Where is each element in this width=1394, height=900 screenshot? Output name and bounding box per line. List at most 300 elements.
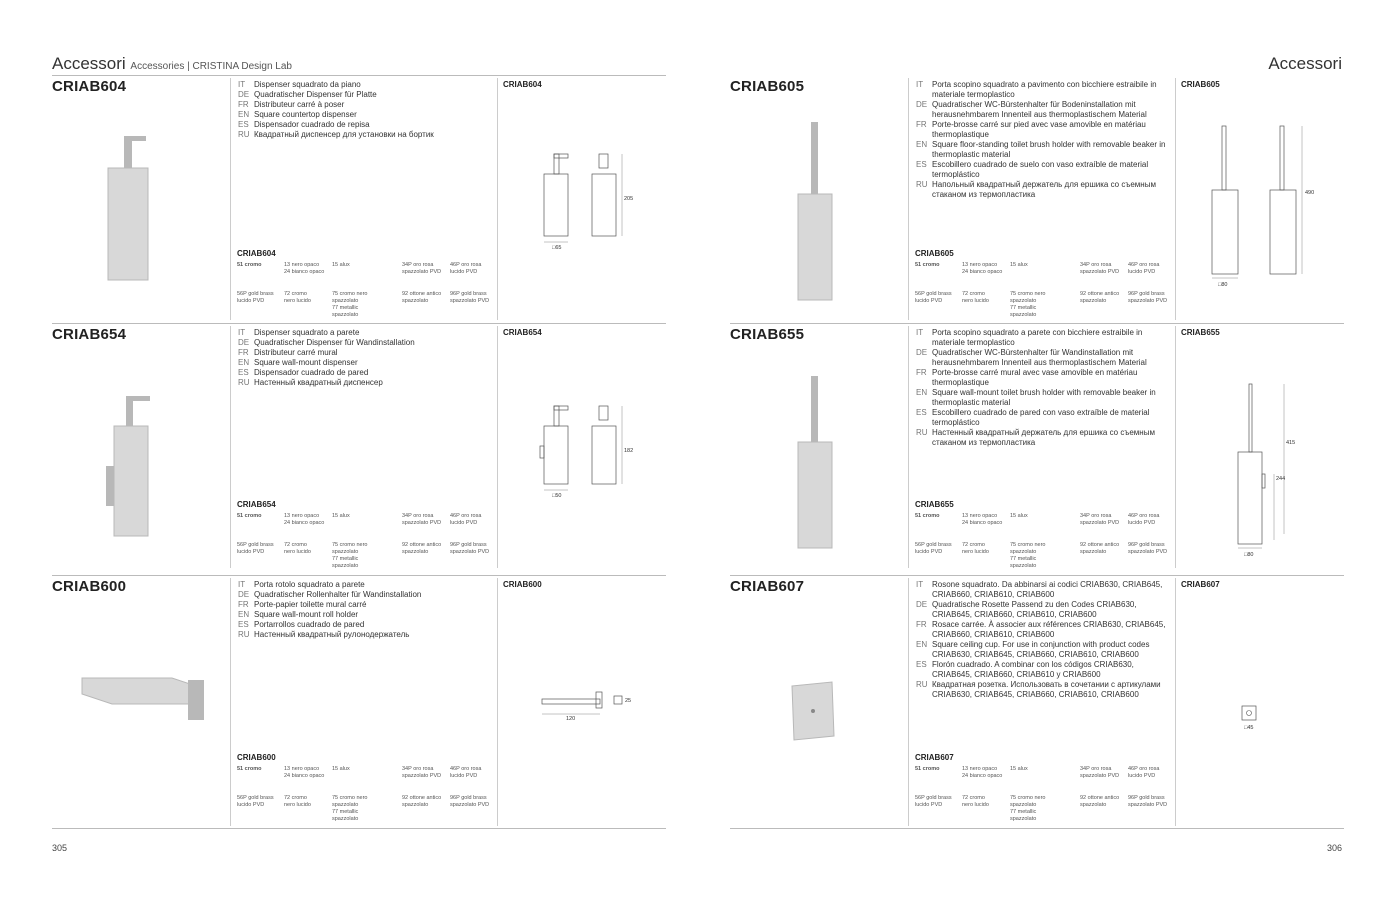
language-code: EN bbox=[916, 388, 928, 397]
header-divider-left bbox=[52, 75, 666, 76]
description-row bbox=[916, 328, 1166, 348]
finish-option bbox=[1080, 542, 1128, 556]
language-code: IT bbox=[916, 80, 924, 89]
finish-option bbox=[450, 795, 498, 809]
finish-name: spazzolato PVD bbox=[1080, 520, 1120, 526]
finish-option bbox=[402, 542, 450, 556]
drawing-code-label: CRIAB655 bbox=[1181, 328, 1220, 337]
page-subtitle-left: Accessories | CRISTINA Design Lab bbox=[130, 61, 292, 72]
language-code: RU bbox=[916, 180, 928, 189]
technical-drawing bbox=[1182, 596, 1342, 816]
language-code: DE bbox=[238, 590, 250, 599]
brush-handle bbox=[811, 376, 818, 442]
dimension-label: □45 bbox=[1244, 725, 1254, 731]
description-text: Настенный квадратный рулонодержатель bbox=[254, 630, 410, 639]
dimension-label: □80 bbox=[1244, 552, 1254, 558]
finish-name: 24 bianco opaco bbox=[962, 520, 1003, 526]
finish-option bbox=[962, 291, 1010, 305]
finish-name: lucido PVD bbox=[915, 802, 943, 808]
description-text: Square floor-standing toilet brush holder with removable beaker in thermoplastic material bbox=[932, 140, 1166, 159]
divider-left-1 bbox=[52, 323, 666, 324]
language-code: IT bbox=[238, 328, 246, 337]
description-text: Porta rotolo squadrato a parete bbox=[254, 580, 365, 589]
technical-drawing bbox=[504, 596, 664, 816]
language-code: ES bbox=[238, 368, 249, 377]
language-code: DE bbox=[916, 600, 928, 609]
language-code: DE bbox=[916, 348, 928, 357]
side-view-body bbox=[544, 174, 568, 236]
finish-code: 96P gold brass bbox=[1128, 291, 1165, 297]
finish-option bbox=[237, 542, 285, 556]
finish-option bbox=[962, 795, 1010, 809]
language-code: ES bbox=[916, 408, 927, 417]
finish-name: 77 metallic spazzolato bbox=[1010, 305, 1037, 318]
finish-code: 96P gold brass bbox=[1128, 542, 1165, 548]
plate-front bbox=[614, 696, 622, 704]
finish-name: lucido PVD bbox=[1128, 773, 1156, 779]
language-code: ES bbox=[916, 160, 927, 169]
language-code: RU bbox=[238, 630, 250, 639]
finish-option bbox=[450, 262, 498, 276]
description-text: Rosone squadrato. Da abbinarsi ai codici CRIAB630, CRIAB645, CRIAB660, CRIAB610, CRIAB600 bbox=[932, 580, 1163, 599]
description-row bbox=[238, 110, 488, 120]
finish-name: 24 bianco opaco bbox=[284, 520, 325, 526]
dimension-label: 415 bbox=[1286, 440, 1296, 446]
finish-name: 77 metallic spazzolato bbox=[1010, 556, 1037, 569]
description-text: Porta scopino squadrato a pavimento con bicchiere estraibile in materiale termoplastico bbox=[932, 80, 1157, 99]
column-separator bbox=[230, 326, 231, 568]
finish-code: 34P oro rosa bbox=[1080, 513, 1112, 519]
description-text: Square wall-mount dispenser bbox=[254, 358, 358, 367]
brush-holder-body bbox=[798, 442, 832, 548]
description-row bbox=[916, 140, 1166, 160]
description-row bbox=[916, 640, 1166, 660]
dimension-label: 25 bbox=[625, 698, 632, 704]
finish-code: 15 alux bbox=[332, 262, 350, 268]
description-row bbox=[238, 338, 488, 348]
description-text: Porta scopino squadrato a parete con bicchiere estraibile in materiale termoplastico bbox=[932, 328, 1143, 347]
language-code: IT bbox=[238, 80, 246, 89]
finish-code: 96P gold brass bbox=[450, 291, 487, 297]
finish-option bbox=[402, 262, 450, 276]
pump-stem bbox=[554, 406, 559, 426]
finish-option bbox=[237, 513, 285, 520]
language-code: RU bbox=[238, 378, 250, 387]
language-code: IT bbox=[238, 580, 246, 589]
description-text: Quadratischer Dispenser für Wandinstallation bbox=[254, 338, 415, 347]
language-code: FR bbox=[916, 620, 927, 629]
column-separator bbox=[1175, 78, 1176, 320]
finish-code: 75 cromo nero spazzolato bbox=[1010, 795, 1046, 808]
finish-name: spazzolato PVD bbox=[450, 549, 490, 555]
finish-code-label: CRIAB607 bbox=[915, 753, 954, 762]
finish-code: 34P oro rosa bbox=[402, 513, 434, 519]
finish-option bbox=[1128, 542, 1176, 556]
column-separator bbox=[497, 326, 498, 568]
finish-name: spazzolato PVD bbox=[1128, 549, 1168, 555]
brush-holder-body bbox=[798, 194, 832, 300]
finish-name: spazzolato PVD bbox=[402, 520, 442, 526]
finish-option bbox=[1128, 795, 1176, 809]
description-row bbox=[238, 328, 488, 338]
side-view-body bbox=[1212, 190, 1238, 274]
finish-code: 56P gold brass bbox=[915, 795, 952, 801]
finish-code: 75 cromo nero spazzolato bbox=[1010, 291, 1046, 304]
drawing-code-label: CRIAB605 bbox=[1181, 80, 1220, 89]
finish-option bbox=[332, 513, 380, 520]
description-text: Porte-brosse carré sur pied avec vase amovible en matériau thermoplastique bbox=[932, 120, 1146, 139]
dimension-label: 120 bbox=[566, 716, 576, 722]
description-text: Quadratischer WC-Bürstenhalter für Bodeninstallation mit herausnehmbarem Innenteil aus thermoplastischem Material bbox=[932, 100, 1147, 119]
technical-drawing bbox=[504, 96, 664, 316]
finish-name: spazzolato PVD bbox=[1128, 298, 1168, 304]
ceiling-cup-screw bbox=[811, 709, 815, 713]
description-row bbox=[238, 590, 488, 600]
finish-code: 51 cromo bbox=[237, 513, 262, 519]
finish-name: nero lucido bbox=[284, 802, 311, 808]
side-view-body bbox=[544, 426, 568, 484]
description-text: Напольный квадратный держатель для ершика со съемным стаканом из термопластика bbox=[932, 180, 1156, 199]
finish-code: 72 cromo bbox=[284, 795, 307, 801]
description-row bbox=[916, 428, 1166, 448]
finish-name: spazzolato PVD bbox=[450, 802, 490, 808]
finish-code: 34P oro rosa bbox=[1080, 262, 1112, 268]
front-view-body bbox=[592, 426, 616, 484]
roll-holder-plate bbox=[188, 680, 204, 720]
finish-code-label: CRIAB600 bbox=[237, 753, 276, 762]
finish-option bbox=[915, 542, 963, 556]
page-number-left: 305 bbox=[52, 843, 68, 853]
finish-option bbox=[284, 513, 332, 527]
dimension-label: □80 bbox=[1218, 282, 1228, 288]
front-view-handle bbox=[1280, 126, 1284, 190]
description-text: Dispenser squadrato da piano bbox=[254, 80, 361, 89]
finish-option bbox=[962, 513, 1010, 527]
finish-option bbox=[915, 766, 963, 773]
finish-name: 24 bianco opaco bbox=[962, 269, 1003, 275]
drawing-code-label: CRIAB604 bbox=[503, 80, 542, 89]
front-view-body bbox=[592, 174, 616, 236]
product-code: CRIAB607 bbox=[730, 578, 805, 595]
description-text: Quadratische Rosette Passend zu den Codes CRIAB630, CRIAB645, CRIAB660, CRIAB610, CRIAB600 bbox=[932, 600, 1137, 619]
finish-name: lucido PVD bbox=[237, 802, 265, 808]
finish-option bbox=[402, 766, 450, 780]
description-text: Porte-papier toilette mural carré bbox=[254, 600, 367, 609]
finish-option bbox=[915, 795, 963, 809]
roll-holder-plate bbox=[596, 692, 602, 708]
finish-name: lucido PVD bbox=[237, 549, 265, 555]
finish-option bbox=[1010, 795, 1058, 823]
page-header-left bbox=[52, 54, 292, 74]
finish-name: spazzolato PVD bbox=[402, 269, 442, 275]
language-code: EN bbox=[238, 610, 250, 619]
finish-code: 72 cromo bbox=[962, 542, 985, 548]
finish-code: 51 cromo bbox=[915, 766, 940, 772]
description-text: Porte-brosse carré mural avec vase amovible en matériau thermoplastique bbox=[932, 368, 1138, 387]
finish-name: nero lucido bbox=[284, 549, 311, 555]
finish-code: 15 alux bbox=[1010, 513, 1028, 519]
column-separator bbox=[1175, 326, 1176, 568]
technical-drawing bbox=[504, 344, 664, 564]
finish-code: 13 nero opaco bbox=[284, 262, 320, 268]
finish-code: 72 cromo bbox=[962, 291, 985, 297]
finish-code: 92 ottone antico bbox=[1080, 291, 1120, 297]
language-code: RU bbox=[916, 428, 928, 437]
finish-name: 77 metallic spazzolato bbox=[1010, 809, 1037, 822]
divider-right-2 bbox=[730, 575, 1344, 576]
description-text: Distributeur carré mural bbox=[254, 348, 338, 357]
language-code: RU bbox=[916, 680, 928, 689]
finish-name: lucido PVD bbox=[450, 269, 478, 275]
finish-option bbox=[237, 795, 285, 809]
wall-bracket bbox=[1262, 474, 1265, 488]
finish-code: 96P gold brass bbox=[450, 795, 487, 801]
finish-name: spazzolato bbox=[1080, 298, 1107, 304]
finish-code: 92 ottone antico bbox=[402, 542, 442, 548]
divider-left-2 bbox=[52, 575, 666, 576]
column-separator bbox=[908, 578, 909, 826]
description-list bbox=[238, 580, 488, 640]
drawing-code-label: CRIAB607 bbox=[1181, 580, 1220, 589]
finish-name: lucido PVD bbox=[450, 773, 478, 779]
finish-code: 96P gold brass bbox=[450, 542, 487, 548]
description-row bbox=[916, 620, 1166, 640]
product-code: CRIAB654 bbox=[52, 326, 127, 343]
finish-option bbox=[332, 291, 380, 319]
ceiling-cup-hole bbox=[1247, 711, 1252, 716]
finish-code: 46P oro rosa bbox=[450, 766, 482, 772]
finish-option bbox=[332, 766, 380, 773]
description-row bbox=[238, 130, 488, 140]
description-row bbox=[916, 388, 1166, 408]
finish-code: 15 alux bbox=[332, 766, 350, 772]
finish-option bbox=[332, 542, 380, 570]
finish-code: 56P gold brass bbox=[237, 291, 274, 297]
dimension-label: 205 bbox=[624, 196, 634, 202]
finish-code-label: CRIAB604 bbox=[237, 249, 276, 258]
description-text: Escobillero cuadrado de suelo con vaso extraíble de material termoplástico bbox=[932, 160, 1149, 179]
language-code: EN bbox=[238, 358, 250, 367]
divider-left-3 bbox=[52, 828, 666, 829]
finish-name: spazzolato bbox=[402, 298, 429, 304]
description-row bbox=[916, 120, 1166, 140]
description-row bbox=[238, 80, 488, 90]
description-text: Rosace carrée. À associer aux références CRIAB630, CRIAB645, CRIAB660, CRIAB610, CRIAB600 bbox=[932, 620, 1166, 639]
finish-name: 77 metallic spazzolato bbox=[332, 305, 359, 318]
finish-code: 15 alux bbox=[332, 513, 350, 519]
description-list bbox=[916, 328, 1166, 448]
finish-option bbox=[402, 291, 450, 305]
language-code: DE bbox=[238, 338, 250, 347]
finish-option bbox=[1010, 513, 1058, 520]
finish-option bbox=[332, 262, 380, 269]
finish-code: 92 ottone antico bbox=[1080, 542, 1120, 548]
description-row bbox=[238, 378, 488, 388]
finish-code: 75 cromo nero spazzolato bbox=[1010, 542, 1046, 555]
description-row bbox=[238, 620, 488, 630]
finish-code: 96P gold brass bbox=[1128, 795, 1165, 801]
pump-nozzle bbox=[126, 396, 150, 401]
description-text: Настенный квадратный диспенсер bbox=[254, 378, 383, 387]
drawing-code-label: CRIAB654 bbox=[503, 328, 542, 337]
finish-code: 46P oro rosa bbox=[1128, 766, 1160, 772]
description-row bbox=[238, 610, 488, 620]
column-separator bbox=[230, 578, 231, 826]
language-code: DE bbox=[238, 90, 250, 99]
finish-code: 72 cromo bbox=[284, 542, 307, 548]
description-text: Square ceiling cup. For use in conjunction with product codes CRIAB630, CRIAB645, CRIAB660, CRIAB610, CRIAB600 bbox=[932, 640, 1150, 659]
column-separator bbox=[908, 78, 909, 320]
description-row bbox=[238, 100, 488, 110]
language-code: FR bbox=[916, 120, 927, 129]
column-separator bbox=[497, 78, 498, 320]
finish-option bbox=[284, 795, 332, 809]
side-view-handle bbox=[1222, 126, 1226, 190]
product-code: CRIAB600 bbox=[52, 578, 127, 595]
finish-option bbox=[1128, 291, 1176, 305]
finish-option bbox=[1128, 766, 1176, 780]
language-code: EN bbox=[916, 140, 928, 149]
language-code: IT bbox=[916, 580, 924, 589]
finish-code: 15 alux bbox=[1010, 262, 1028, 268]
finish-option bbox=[1080, 795, 1128, 809]
finish-name: lucido PVD bbox=[450, 520, 478, 526]
finish-option bbox=[915, 291, 963, 305]
finish-name: lucido PVD bbox=[1128, 269, 1156, 275]
finish-name: spazzolato bbox=[402, 802, 429, 808]
finish-code: 56P gold brass bbox=[915, 542, 952, 548]
finish-option bbox=[1010, 766, 1058, 773]
finish-code: 34P oro rosa bbox=[1080, 766, 1112, 772]
finish-option bbox=[284, 542, 332, 556]
finish-code: 56P gold brass bbox=[915, 291, 952, 297]
finish-code: 75 cromo nero spazzolato bbox=[332, 795, 368, 808]
wall-bracket bbox=[106, 466, 114, 506]
finish-code: 56P gold brass bbox=[237, 795, 274, 801]
finish-name: spazzolato PVD bbox=[1128, 802, 1168, 808]
finish-option bbox=[915, 513, 963, 520]
finish-name: nero lucido bbox=[962, 802, 989, 808]
wall-bracket bbox=[540, 446, 544, 458]
finish-option bbox=[1010, 542, 1058, 570]
finish-option bbox=[237, 291, 285, 305]
description-text: Квадратный диспенсер для установки на бортик bbox=[254, 130, 434, 139]
finish-code: 72 cromo bbox=[962, 795, 985, 801]
description-text: Настенный квадратный держатель для ершика со съемным стаканом из термопластика bbox=[932, 428, 1155, 447]
description-list bbox=[238, 328, 488, 388]
drawing-code-label: CRIAB600 bbox=[503, 580, 542, 589]
description-row bbox=[238, 348, 488, 358]
finish-option bbox=[284, 291, 332, 305]
language-code: FR bbox=[916, 368, 927, 377]
description-row bbox=[916, 408, 1166, 428]
product-photo bbox=[730, 356, 900, 556]
finish-name: lucido PVD bbox=[915, 298, 943, 304]
front-view-body bbox=[1270, 190, 1296, 274]
finish-code: 92 ottone antico bbox=[402, 291, 442, 297]
description-text: Square wall-mount toilet brush holder with removable beaker in thermoplastic material bbox=[932, 388, 1156, 407]
description-row bbox=[238, 580, 488, 590]
finish-option bbox=[450, 513, 498, 527]
description-row bbox=[916, 680, 1166, 700]
finish-name: lucido PVD bbox=[1128, 520, 1156, 526]
brush-handle bbox=[1249, 384, 1252, 452]
product-photo bbox=[730, 108, 900, 308]
language-code: ES bbox=[916, 660, 927, 669]
finish-name: 24 bianco opaco bbox=[962, 773, 1003, 779]
finish-code: 13 nero opaco bbox=[284, 766, 320, 772]
roll-holder-arm bbox=[542, 699, 600, 704]
page-title-left: Accessori bbox=[52, 54, 126, 73]
finish-option bbox=[450, 291, 498, 305]
column-separator bbox=[497, 578, 498, 826]
description-row bbox=[238, 358, 488, 368]
description-text: Square countertop dispenser bbox=[254, 110, 357, 119]
description-row bbox=[916, 80, 1166, 100]
product-photo bbox=[52, 356, 222, 556]
language-code: DE bbox=[916, 100, 928, 109]
finish-option bbox=[332, 795, 380, 823]
finish-code: 13 nero opaco bbox=[962, 766, 998, 772]
finish-option bbox=[450, 542, 498, 556]
finish-option bbox=[1128, 513, 1176, 527]
dimension-label: 490 bbox=[1305, 190, 1315, 196]
finish-code: 15 alux bbox=[1010, 766, 1028, 772]
finish-code: 56P gold brass bbox=[237, 542, 274, 548]
description-text: Square wall-mount roll holder bbox=[254, 610, 359, 619]
finish-option bbox=[1010, 291, 1058, 319]
description-text: Escobillero cuadrado de pared con vaso extraíble de material termoplástico bbox=[932, 408, 1150, 427]
description-list bbox=[238, 80, 488, 140]
roll-holder-arm bbox=[82, 678, 202, 704]
finish-name: lucido PVD bbox=[237, 298, 265, 304]
description-row bbox=[238, 120, 488, 130]
description-text: Portarrollos cuadrado de pared bbox=[254, 620, 365, 629]
description-list bbox=[916, 80, 1166, 200]
finish-option bbox=[1128, 262, 1176, 276]
pump-nozzle bbox=[554, 154, 568, 158]
product-code: CRIAB604 bbox=[52, 78, 127, 95]
finish-name: nero lucido bbox=[962, 549, 989, 555]
finish-option bbox=[237, 766, 285, 773]
description-row bbox=[916, 368, 1166, 388]
finish-code: 75 cromo nero spazzolato bbox=[332, 542, 368, 555]
language-code: EN bbox=[916, 640, 928, 649]
finish-name: spazzolato PVD bbox=[1080, 269, 1120, 275]
language-code: ES bbox=[238, 120, 249, 129]
dimension-label: 244 bbox=[1276, 476, 1286, 482]
column-separator bbox=[1175, 578, 1176, 826]
finish-code-label: CRIAB654 bbox=[237, 500, 276, 509]
finish-option bbox=[402, 513, 450, 527]
description-row bbox=[238, 600, 488, 610]
finish-option bbox=[1010, 262, 1058, 269]
finish-option bbox=[915, 262, 963, 269]
finish-code: 51 cromo bbox=[915, 262, 940, 268]
description-list bbox=[916, 580, 1166, 700]
description-row bbox=[916, 348, 1166, 368]
pump-nozzle bbox=[554, 406, 568, 410]
finish-option bbox=[962, 766, 1010, 780]
technical-drawing bbox=[1182, 96, 1342, 316]
finish-option bbox=[237, 262, 285, 269]
finish-code: 46P oro rosa bbox=[1128, 262, 1160, 268]
language-code: EN bbox=[238, 110, 250, 119]
page-title-right: Accessori bbox=[1268, 54, 1342, 73]
description-text: Florón cuadrado. A combinar con los códigos CRIAB630, CRIAB645, CRIAB660, CRIAB610 y CRIAB600 bbox=[932, 660, 1134, 679]
finish-option bbox=[402, 795, 450, 809]
dimension-label: 182 bbox=[624, 448, 634, 454]
